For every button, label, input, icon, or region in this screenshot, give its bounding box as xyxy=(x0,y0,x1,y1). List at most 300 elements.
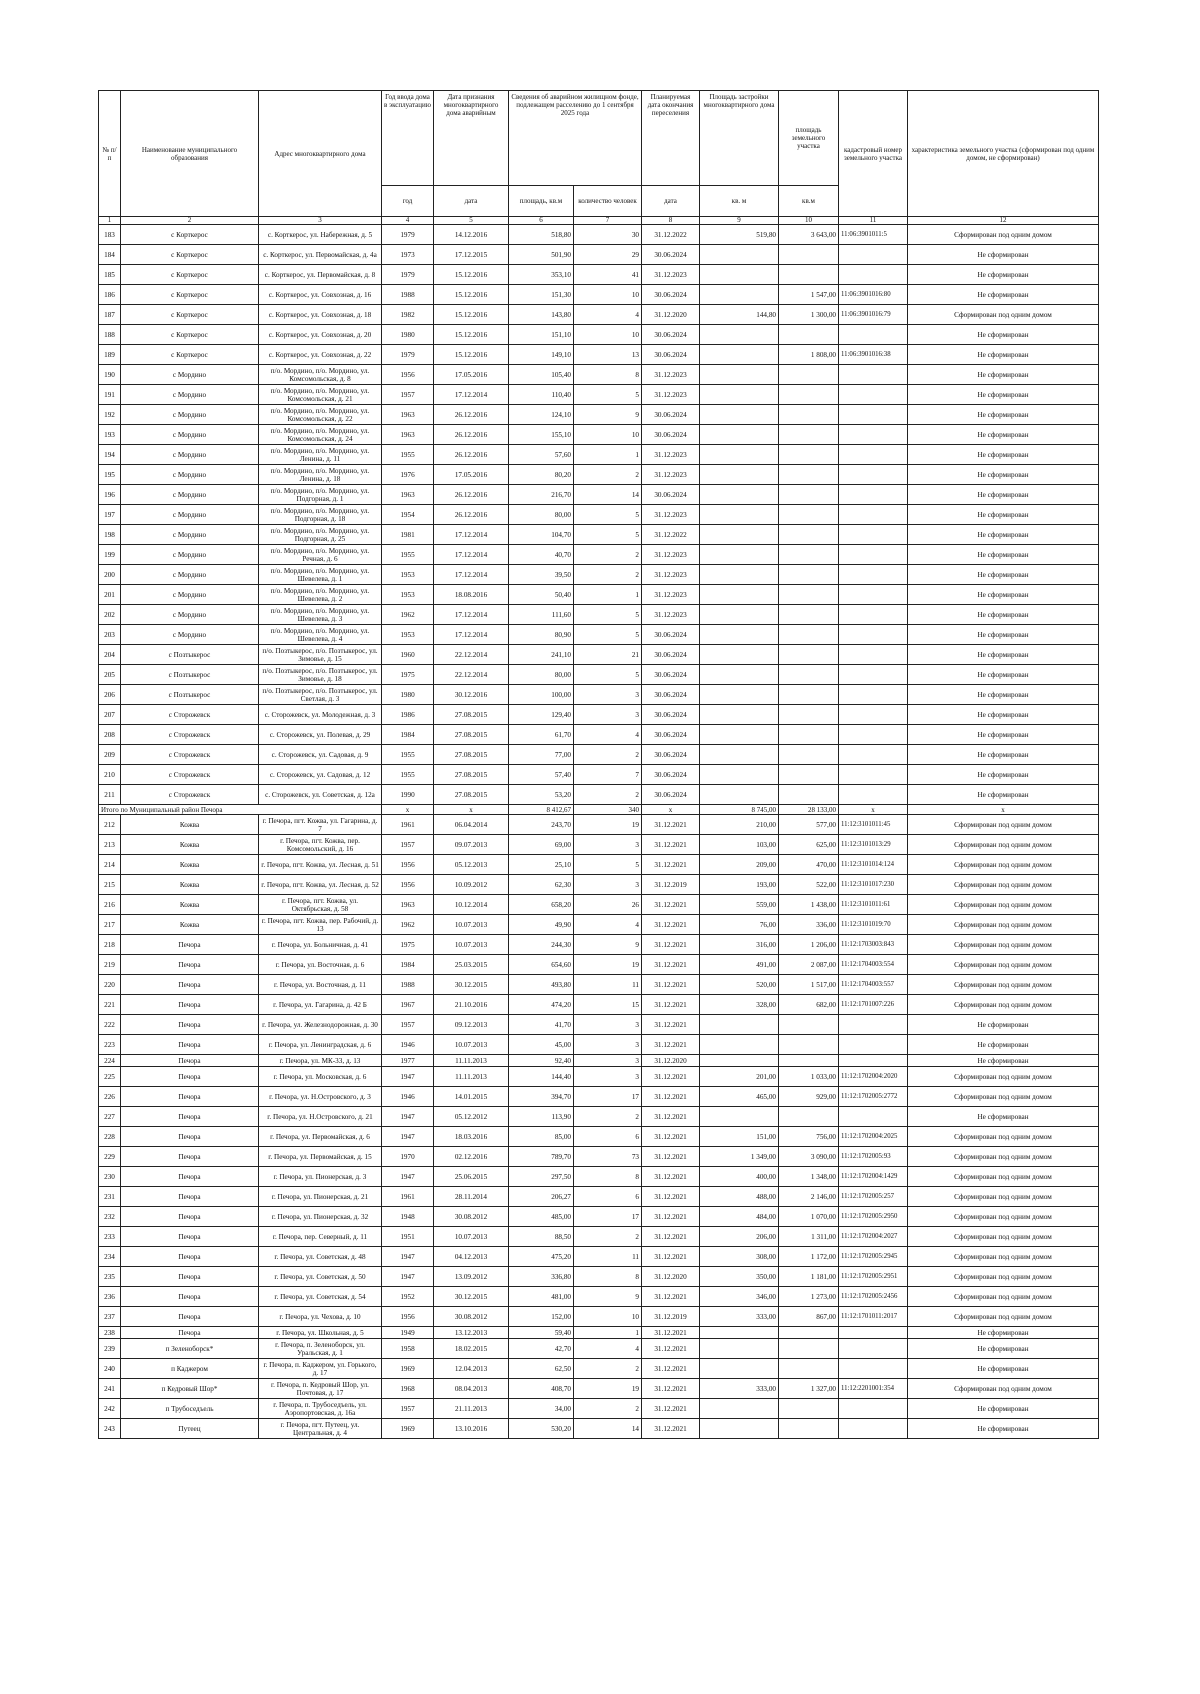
table-row xyxy=(99,765,1099,785)
land-characteristic: Сформирован под одним домом xyxy=(908,815,1099,835)
emergency-date: 15.12.2016 xyxy=(434,285,509,305)
land-area: 336,00 xyxy=(779,915,839,935)
row-number: 215 xyxy=(99,875,121,895)
municipality: с Мордино xyxy=(121,485,259,505)
row-number: 193 xyxy=(99,425,121,445)
land-area xyxy=(779,745,839,765)
cadastral-number xyxy=(839,445,908,465)
address: г. Печора, ул. Н.Островского, д. 3 xyxy=(259,1087,382,1107)
table-row xyxy=(99,1087,1099,1107)
total-building-area: 8 745,00 xyxy=(700,805,779,815)
table-row xyxy=(99,1055,1099,1067)
people-count: 2 xyxy=(574,1107,642,1127)
building-area: 465,00 xyxy=(700,1087,779,1107)
planned-date: 30.06.2024 xyxy=(642,245,700,265)
cadastral-number xyxy=(839,385,908,405)
year-built: 1956 xyxy=(382,365,434,385)
land-characteristic: Не сформирован xyxy=(908,725,1099,745)
land-area xyxy=(779,585,839,605)
people-count: 1 xyxy=(574,585,642,605)
year-built: 1951 xyxy=(382,1227,434,1247)
year-built: 1949 xyxy=(382,1327,434,1339)
year-built: 1948 xyxy=(382,1207,434,1227)
cadastral-number: 11:12:1702004:2020 xyxy=(839,1067,908,1087)
municipality: с Позтыкерос xyxy=(121,685,259,705)
address: п/о. Мордино, п/о. Мордино, ул. Ленина, д. 18 xyxy=(259,465,382,485)
municipality: с Мордино xyxy=(121,465,259,485)
area: 88,50 xyxy=(509,1227,574,1247)
cadastral-number: 11:12:3101019:70 xyxy=(839,915,908,935)
land-area xyxy=(779,1015,839,1035)
building-area xyxy=(700,245,779,265)
cadastral-number: 11:06:3901016:38 xyxy=(839,345,908,365)
planned-date: 31.12.2021 xyxy=(642,1339,700,1359)
cadastral-number xyxy=(839,465,908,485)
building-area xyxy=(700,485,779,505)
municipality: п Трубоседъель xyxy=(121,1399,259,1419)
header-emergency-date: Дата признания многоквартирного дома аварийным xyxy=(434,91,509,186)
table-row xyxy=(99,1399,1099,1419)
people-count: 8 xyxy=(574,365,642,385)
year-built: 1988 xyxy=(382,975,434,995)
column-number: 1 xyxy=(99,217,121,225)
cadastral-number xyxy=(839,665,908,685)
emergency-date: 27.08.2015 xyxy=(434,725,509,745)
area: 658,20 xyxy=(509,895,574,915)
table-row xyxy=(99,1379,1099,1399)
area: 789,70 xyxy=(509,1147,574,1167)
emergency-date: 26.12.2016 xyxy=(434,425,509,445)
total-characteristic: x xyxy=(908,805,1099,815)
building-area: 520,00 xyxy=(700,975,779,995)
year-built: 1953 xyxy=(382,625,434,645)
address: п/о. Мордино, п/о. Мордино, ул. Шевелева, д. 1 xyxy=(259,565,382,585)
planned-date: 31.12.2019 xyxy=(642,875,700,895)
building-area xyxy=(700,565,779,585)
area: 501,90 xyxy=(509,245,574,265)
land-characteristic: Не сформирован xyxy=(908,1399,1099,1419)
header-address: Адрес многоквартирного дома xyxy=(259,91,382,217)
emergency-date: 11.11.2013 xyxy=(434,1055,509,1067)
emergency-date: 15.12.2016 xyxy=(434,265,509,285)
row-number: 197 xyxy=(99,505,121,525)
planned-date: 30.06.2024 xyxy=(642,685,700,705)
header-sub-building-unit: кв. м xyxy=(700,186,779,217)
building-area xyxy=(700,1107,779,1127)
area: 41,70 xyxy=(509,1015,574,1035)
people-count: 3 xyxy=(574,835,642,855)
table-row xyxy=(99,745,1099,765)
table-row xyxy=(99,405,1099,425)
building-area xyxy=(700,465,779,485)
building-area xyxy=(700,525,779,545)
row-number: 195 xyxy=(99,465,121,485)
people-count: 5 xyxy=(574,605,642,625)
building-area xyxy=(700,325,779,345)
municipality: Кожва xyxy=(121,875,259,895)
people-count: 7 xyxy=(574,765,642,785)
municipality: с Корткерос xyxy=(121,265,259,285)
building-area: 333,00 xyxy=(700,1379,779,1399)
people-count: 3 xyxy=(574,1035,642,1055)
municipality: с Корткерос xyxy=(121,285,259,305)
address: г. Печора, ул. Пионерская, д. 3 xyxy=(259,1167,382,1187)
area: 92,40 xyxy=(509,1055,574,1067)
cadastral-number xyxy=(839,745,908,765)
table-row xyxy=(99,305,1099,325)
emergency-date: 13.12.2013 xyxy=(434,1327,509,1339)
area: 149,10 xyxy=(509,345,574,365)
land-area xyxy=(779,405,839,425)
address: г. Печора, ул. Первомайская, д. 6 xyxy=(259,1127,382,1147)
area: 124,10 xyxy=(509,405,574,425)
cadastral-number: 11:06:3901016:79 xyxy=(839,305,908,325)
land-characteristic: Не сформирован xyxy=(908,705,1099,725)
area: 243,70 xyxy=(509,815,574,835)
land-area: 577,00 xyxy=(779,815,839,835)
address: г. Печора, п. Зеленоборск, ул. Уральская, д. 1 xyxy=(259,1339,382,1359)
row-number: 203 xyxy=(99,625,121,645)
municipality: Печора xyxy=(121,1307,259,1327)
cadastral-number: 11:12:3101017:230 xyxy=(839,875,908,895)
row-number: 189 xyxy=(99,345,121,365)
emergency-date: 10.07.2013 xyxy=(434,1035,509,1055)
land-area: 3 643,00 xyxy=(779,225,839,245)
table-row xyxy=(99,705,1099,725)
row-number: 198 xyxy=(99,525,121,545)
municipality: Печора xyxy=(121,935,259,955)
column-number: 8 xyxy=(642,217,700,225)
area: 34,00 xyxy=(509,1399,574,1419)
planned-date: 31.12.2021 xyxy=(642,975,700,995)
planned-date: 30.06.2024 xyxy=(642,705,700,725)
year-built: 1969 xyxy=(382,1359,434,1379)
land-characteristic: Не сформирован xyxy=(908,1419,1099,1439)
column-number: 3 xyxy=(259,217,382,225)
row-number: 239 xyxy=(99,1339,121,1359)
row-number: 237 xyxy=(99,1307,121,1327)
building-area: 400,00 xyxy=(700,1167,779,1187)
address: г. Печора, ул. Московская, д. 6 xyxy=(259,1067,382,1087)
municipality: с Корткерос xyxy=(121,305,259,325)
land-characteristic: Сформирован под одним домом xyxy=(908,1147,1099,1167)
planned-date: 31.12.2021 xyxy=(642,895,700,915)
year-built: 1968 xyxy=(382,1379,434,1399)
planned-date: 31.12.2021 xyxy=(642,1127,700,1147)
cadastral-number xyxy=(839,1035,908,1055)
cadastral-number xyxy=(839,1419,908,1439)
land-area: 1 033,00 xyxy=(779,1067,839,1087)
emergency-date: 17.12.2014 xyxy=(434,605,509,625)
building-area xyxy=(700,545,779,565)
municipality: с Мордино xyxy=(121,445,259,465)
people-count: 4 xyxy=(574,915,642,935)
planned-date: 31.12.2021 xyxy=(642,995,700,1015)
area: 143,80 xyxy=(509,305,574,325)
land-area xyxy=(779,325,839,345)
planned-date: 31.12.2021 xyxy=(642,1187,700,1207)
land-characteristic: Не сформирован xyxy=(908,1035,1099,1055)
land-characteristic: Не сформирован xyxy=(908,565,1099,585)
municipality: п Зеленоборск* xyxy=(121,1339,259,1359)
area: 475,20 xyxy=(509,1247,574,1267)
municipality: Печора xyxy=(121,1187,259,1207)
header-sub-year: год xyxy=(382,186,434,217)
row-number: 229 xyxy=(99,1147,121,1167)
row-number: 235 xyxy=(99,1267,121,1287)
table-row xyxy=(99,1339,1099,1359)
people-count: 6 xyxy=(574,1127,642,1147)
year-built: 1958 xyxy=(382,1339,434,1359)
land-area xyxy=(779,1339,839,1359)
municipality: с Сторожевск xyxy=(121,705,259,725)
cadastral-number xyxy=(839,325,908,345)
column-number: 2 xyxy=(121,217,259,225)
land-characteristic: Не сформирован xyxy=(908,265,1099,285)
municipality: Печора xyxy=(121,1127,259,1147)
total-planned-date: x xyxy=(642,805,700,815)
building-area xyxy=(700,605,779,625)
address: г. Печора, ул. Ленинградская, д. 6 xyxy=(259,1035,382,1055)
municipality: с Позтыкерос xyxy=(121,645,259,665)
emergency-date: 09.12.2013 xyxy=(434,1015,509,1035)
address: с. Сторожевск, ул. Молодежная, д. 3 xyxy=(259,705,382,725)
planned-date: 31.12.2021 xyxy=(642,855,700,875)
emergency-date: 13.10.2016 xyxy=(434,1419,509,1439)
emergency-date: 10.09.2012 xyxy=(434,875,509,895)
people-count: 21 xyxy=(574,645,642,665)
municipality: с Мордино xyxy=(121,625,259,645)
address: г. Печора, п. Каджером, ул. Горького, д. 17 xyxy=(259,1359,382,1379)
people-count: 6 xyxy=(574,1187,642,1207)
table-row xyxy=(99,1227,1099,1247)
land-area xyxy=(779,725,839,745)
emergency-date: 25.06.2015 xyxy=(434,1167,509,1187)
table-row xyxy=(99,1359,1099,1379)
address: г. Печора, ул. Восточная, д. 11 xyxy=(259,975,382,995)
table-row xyxy=(99,685,1099,705)
planned-date: 30.06.2024 xyxy=(642,285,700,305)
row-number: 200 xyxy=(99,565,121,585)
address: п/о. Мордино, п/о. Мордино, ул. Шевелева, д. 3 xyxy=(259,605,382,625)
area: 77,00 xyxy=(509,745,574,765)
area: 518,80 xyxy=(509,225,574,245)
row-number: 242 xyxy=(99,1399,121,1419)
year-built: 1953 xyxy=(382,565,434,585)
cadastral-number xyxy=(839,565,908,585)
municipality: Печора xyxy=(121,1015,259,1035)
land-area xyxy=(779,605,839,625)
table-row xyxy=(99,1187,1099,1207)
people-count: 3 xyxy=(574,685,642,705)
address: г. Печора, пгт. Кожва, ул. Лесная, д. 52 xyxy=(259,875,382,895)
municipality: с Мордино xyxy=(121,425,259,445)
people-count: 3 xyxy=(574,705,642,725)
municipality: Печора xyxy=(121,1107,259,1127)
building-area: 210,00 xyxy=(700,815,779,835)
year-built: 1957 xyxy=(382,835,434,855)
row-number: 218 xyxy=(99,935,121,955)
area: 59,40 xyxy=(509,1327,574,1339)
emergency-date: 18.08.2016 xyxy=(434,585,509,605)
year-built: 1952 xyxy=(382,1287,434,1307)
cadastral-number: 11:06:3901011:5 xyxy=(839,225,908,245)
land-area: 682,00 xyxy=(779,995,839,1015)
emergency-date: 30.08.2012 xyxy=(434,1207,509,1227)
table-total xyxy=(99,805,1099,815)
table-row xyxy=(99,525,1099,545)
table-row xyxy=(99,1147,1099,1167)
cadastral-number: 11:12:1702005:2950 xyxy=(839,1207,908,1227)
row-number: 243 xyxy=(99,1419,121,1439)
cadastral-number: 11:12:3101011:61 xyxy=(839,895,908,915)
planned-date: 31.12.2021 xyxy=(642,1287,700,1307)
land-area: 1 348,00 xyxy=(779,1167,839,1187)
people-count: 19 xyxy=(574,955,642,975)
land-area xyxy=(779,545,839,565)
area: 654,60 xyxy=(509,955,574,975)
header-planned-date: Планируемая дата окончания переселения xyxy=(642,91,700,186)
land-area: 1 517,00 xyxy=(779,975,839,995)
building-area xyxy=(700,725,779,745)
land-area xyxy=(779,665,839,685)
address: с. Сторожевск, ул. Садовая, д. 9 xyxy=(259,745,382,765)
municipality: Печора xyxy=(121,1147,259,1167)
area: 45,00 xyxy=(509,1035,574,1055)
building-area: 103,00 xyxy=(700,835,779,855)
year-built: 1955 xyxy=(382,765,434,785)
land-area: 470,00 xyxy=(779,855,839,875)
people-count: 9 xyxy=(574,405,642,425)
building-area xyxy=(700,505,779,525)
cadastral-number xyxy=(839,645,908,665)
land-characteristic: Не сформирован xyxy=(908,585,1099,605)
land-characteristic: Не сформирован xyxy=(908,485,1099,505)
address: с. Корткерос, ул. Набережная, д. 5 xyxy=(259,225,382,245)
building-area: 488,00 xyxy=(700,1187,779,1207)
address: г. Печора, ул. Пионерская, д. 32 xyxy=(259,1207,382,1227)
year-built: 1980 xyxy=(382,325,434,345)
area: 110,40 xyxy=(509,385,574,405)
building-area: 151,00 xyxy=(700,1127,779,1147)
year-built: 1969 xyxy=(382,1419,434,1439)
table-row xyxy=(99,1067,1099,1087)
year-built: 1981 xyxy=(382,525,434,545)
planned-date: 31.12.2021 xyxy=(642,1419,700,1439)
people-count: 2 xyxy=(574,565,642,585)
land-characteristic: Не сформирован xyxy=(908,1015,1099,1035)
table-body-pechora xyxy=(99,815,1099,1439)
area: 152,00 xyxy=(509,1307,574,1327)
land-characteristic: Сформирован под одним домом xyxy=(908,1307,1099,1327)
row-number: 186 xyxy=(99,285,121,305)
building-area: 316,00 xyxy=(700,935,779,955)
column-number: 10 xyxy=(779,217,839,225)
address: п/о. Мордино, п/о. Мордино, ул. Подгорная, д. 1 xyxy=(259,485,382,505)
land-characteristic: Не сформирован xyxy=(908,365,1099,385)
planned-date: 31.12.2023 xyxy=(642,585,700,605)
year-built: 1955 xyxy=(382,545,434,565)
people-count: 2 xyxy=(574,545,642,565)
year-built: 1963 xyxy=(382,425,434,445)
area: 69,00 xyxy=(509,835,574,855)
table-row xyxy=(99,855,1099,875)
header-land-characteristic: характеристика земельного участка (сформирован под одним домом, не сформирован) xyxy=(908,91,1099,217)
planned-date: 30.06.2024 xyxy=(642,745,700,765)
building-area xyxy=(700,625,779,645)
row-number: 216 xyxy=(99,895,121,915)
row-number: 232 xyxy=(99,1207,121,1227)
emergency-date: 17.12.2015 xyxy=(434,245,509,265)
people-count: 5 xyxy=(574,505,642,525)
year-built: 1982 xyxy=(382,305,434,325)
row-number: 211 xyxy=(99,785,121,805)
table-row xyxy=(99,1247,1099,1267)
cadastral-number xyxy=(839,605,908,625)
emergency-date: 13.09.2012 xyxy=(434,1267,509,1287)
land-characteristic: Не сформирован xyxy=(908,605,1099,625)
planned-date: 31.12.2023 xyxy=(642,365,700,385)
people-count: 3 xyxy=(574,1015,642,1035)
row-number: 223 xyxy=(99,1035,121,1055)
table-row xyxy=(99,245,1099,265)
year-built: 1954 xyxy=(382,505,434,525)
emergency-date: 10.07.2013 xyxy=(434,935,509,955)
land-area xyxy=(779,1359,839,1379)
address: г. Печора, ул. Железнодорожная, д. 30 xyxy=(259,1015,382,1035)
land-characteristic: Сформирован под одним домом xyxy=(908,305,1099,325)
land-characteristic: Сформирован под одним домом xyxy=(908,875,1099,895)
people-count: 2 xyxy=(574,1399,642,1419)
address: п/о. Мордино, п/о. Мордино, ул. Шевелева, д. 2 xyxy=(259,585,382,605)
building-area xyxy=(700,1339,779,1359)
year-built: 1956 xyxy=(382,855,434,875)
address: п/о. Мордино, п/о. Мордино, ул. Комсомольская, д. 21 xyxy=(259,385,382,405)
planned-date: 31.12.2023 xyxy=(642,385,700,405)
address: п/о. Мордино, п/о. Мордино, ул. Речная, д. 6 xyxy=(259,545,382,565)
municipality: Кожва xyxy=(121,855,259,875)
emergency-date: 27.08.2015 xyxy=(434,705,509,725)
table-row xyxy=(99,365,1099,385)
municipality: Печора xyxy=(121,1327,259,1339)
year-built: 1947 xyxy=(382,1247,434,1267)
header-row-main xyxy=(99,91,1099,186)
municipality: Путеец xyxy=(121,1419,259,1439)
table-row xyxy=(99,1127,1099,1147)
table-row xyxy=(99,955,1099,975)
land-area: 3 090,00 xyxy=(779,1147,839,1167)
address: г. Печора, ул. Гагарина, д. 42 Б xyxy=(259,995,382,1015)
row-number: 196 xyxy=(99,485,121,505)
table-row xyxy=(99,1287,1099,1307)
land-characteristic: Не сформирован xyxy=(908,1107,1099,1127)
address: с. Сторожевск, ул. Советская, д. 12а xyxy=(259,785,382,805)
address: г. Печора, пгт. Кожва, пер. Комсомольский, д. 16 xyxy=(259,835,382,855)
municipality: Печора xyxy=(121,1067,259,1087)
people-count: 11 xyxy=(574,1247,642,1267)
planned-date: 31.12.2021 xyxy=(642,915,700,935)
people-count: 19 xyxy=(574,1379,642,1399)
land-characteristic: Сформирован под одним домом xyxy=(908,835,1099,855)
building-area xyxy=(700,785,779,805)
row-number: 208 xyxy=(99,725,121,745)
municipality: с Мордино xyxy=(121,405,259,425)
emergency-date: 22.12.2014 xyxy=(434,645,509,665)
people-count: 4 xyxy=(574,305,642,325)
table-row xyxy=(99,1107,1099,1127)
land-characteristic: Сформирован под одним домом xyxy=(908,895,1099,915)
emergency-date: 17.05.2016 xyxy=(434,465,509,485)
